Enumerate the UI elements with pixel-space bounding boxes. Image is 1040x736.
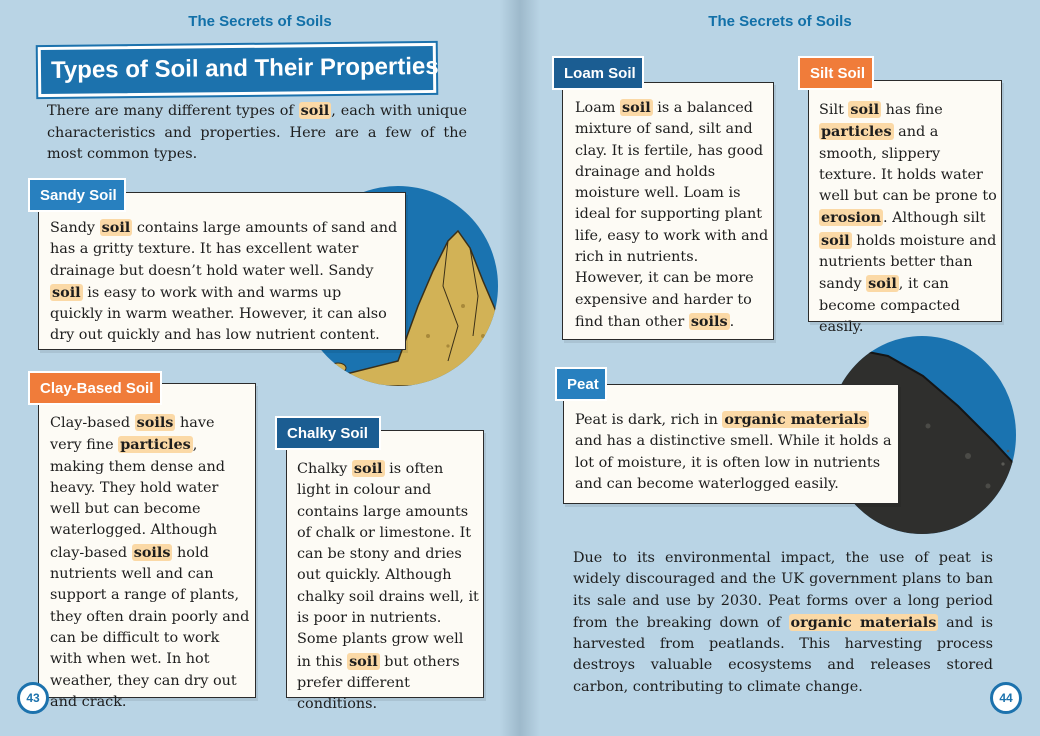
text-run: and has a distinctive smell. While it holds a lot of moisture, it is often low in nutrients and can become waterlogged easily.: [575, 433, 892, 492]
text-run: Silt: [819, 102, 849, 118]
text-run: contains large amounts of sand and has a gritty texture. It has excellent water drainage but doesn’t hold water well. Sandy: [50, 220, 398, 279]
loam-soil-tag: Loam Soil: [552, 56, 644, 90]
text-run: and a smooth, slippery texture. It holds water well but can be prone to: [819, 124, 997, 205]
sandy-soil-card: [38, 192, 406, 350]
book-gutter: [500, 0, 540, 736]
text-run: Chalky: [297, 461, 352, 477]
running-head-left: The Secrets of Soils: [188, 13, 332, 30]
sandy-soil-text: [50, 217, 398, 347]
highlight-term: soil: [353, 460, 383, 477]
highlight-term: soil: [349, 652, 378, 670]
highlight-term: soil: [821, 231, 850, 249]
highlight-term: soil: [850, 101, 880, 118]
highlight-term: soil: [622, 99, 651, 116]
intro-paragraph: [47, 100, 467, 166]
highlight-term: particles: [120, 436, 191, 454]
text-run: hold nutrients well and can support a range of plants, they often drain poorly and can be difficult to work with when wet. In hot weather, they can dry out and crack.: [50, 544, 250, 710]
highlight-term: soil: [300, 102, 330, 119]
text-run: , making them dense and heavy. They hold water well but can become waterlogged. Although clay-based: [50, 437, 225, 561]
text-run: Loam: [575, 100, 621, 116]
highlight-term: soil: [52, 283, 81, 301]
highlight-term: soils: [690, 312, 728, 330]
text-run: is a balanced mixture of sand, silt and clay. It is fertile, has good drainage and holds moisture well. Loam is ideal for supporting plant life, easy to work with and rich in nutrients. However, it can be more expensive and harder to find than other: [575, 100, 769, 330]
peat-tag: Peat: [555, 367, 607, 401]
clay-soil-tag: Clay-Based Soil: [28, 371, 162, 405]
chalky-soil-card: [286, 430, 484, 713]
text-run: Due to its environmental impact, the use of peat is widely discouraged and the UK government plans to ban its sale and use by 2030. Peat forms over a long period from the breaking down of: [573, 550, 993, 631]
sandy-soil-tag: Sandy Soil: [28, 178, 126, 212]
highlight-term: organic materials: [724, 411, 867, 428]
highlight-term: soil: [868, 275, 897, 293]
highlight-term: soils: [133, 543, 171, 561]
highlight-term: soils: [136, 414, 174, 431]
peat-card: [563, 384, 899, 504]
highlight-term: soil: [101, 219, 131, 236]
chalky-soil-tag: Chalky Soil: [275, 416, 381, 450]
text-run: is often light in colour and contains large amounts of chalk or limestone. It can be stony and dries out quickly. Although chalky soil drains well, it is poor in nutrients. Some plants grow well in this: [297, 461, 479, 670]
text-run: has fine: [881, 102, 943, 118]
text-run: .: [729, 313, 735, 330]
text-run: Peat is dark, rich in: [575, 412, 723, 428]
intro-text: There are many different types of: [47, 103, 299, 119]
silt-soil-text: [819, 99, 999, 338]
text-run: . Although silt: [882, 210, 986, 227]
loam-soil-card: [562, 82, 774, 340]
intro-text: , each with unique characteristics and properties. Here are a few of the most common types.: [47, 103, 468, 162]
highlight-term: particles: [821, 123, 892, 141]
page-number-right: 44: [990, 682, 1022, 714]
highlight-term: organic materials: [790, 613, 937, 631]
text-run: , it can become compacted easily.: [819, 276, 960, 335]
text-run: Sandy: [50, 220, 100, 236]
loam-soil-text: [575, 97, 769, 333]
text-run: Clay-based: [50, 415, 135, 431]
highlight-term: erosion: [821, 209, 881, 227]
text-run: holds moisture and nutrients better than sandy: [819, 232, 997, 293]
text-run: but others prefer different conditions.: [297, 653, 460, 713]
running-head-right: The Secrets of Soils: [708, 13, 852, 30]
text-run: is easy to work with and warms up quickly in warm weather. However, it can also dry out quickly and has low nutrient content.: [50, 284, 387, 344]
page-title: Types of Soil and Their Properties: [50, 52, 439, 84]
clay-soil-card: [38, 383, 256, 710]
page-number-left: 43: [17, 682, 49, 714]
clay-soil-text: [50, 412, 250, 713]
silt-soil-tag: Silt Soil: [798, 56, 874, 90]
peat-text: [575, 409, 893, 495]
title-banner: [38, 43, 437, 97]
text-run: and is harvested from peatlands. This harvesting process destroys valuable ecosystems and releases stored carbon, contributing to climate change.: [573, 614, 993, 695]
silt-soil-card: [808, 80, 1002, 335]
chalky-soil-text: [297, 458, 480, 716]
text-run: have very fine: [50, 415, 215, 454]
peat-impact-paragraph: [573, 548, 993, 698]
